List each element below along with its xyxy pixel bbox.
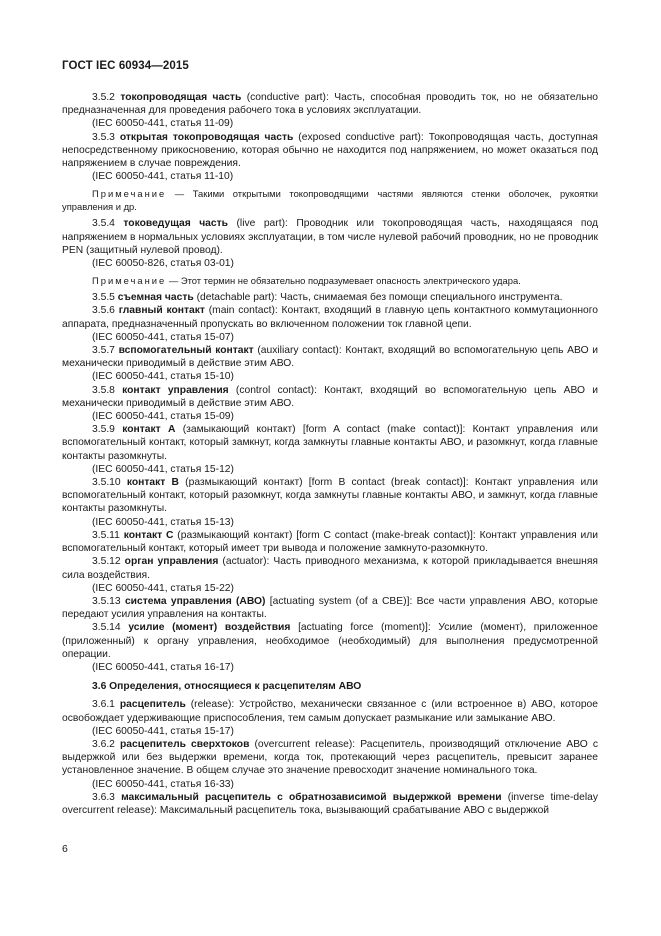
clause-number: 3.5.8 bbox=[92, 384, 123, 396]
note-paragraph bbox=[62, 274, 598, 287]
document-header: ГОСТ IEC 60934—2015 bbox=[62, 60, 189, 72]
definition-text: (control contact): Контакт, входящий во вспомогательную цепь АВО и механически приводимый в действие этим АВО. bbox=[62, 384, 599, 409]
defined-term: открытая токопроводящая часть bbox=[119, 131, 294, 143]
source-reference: (IEC 60050-441, статья 15-17) bbox=[92, 725, 234, 737]
definition-text: (exposed conductive part): Токопроводящая часть, доступная непосредственному прикосновению, которая обычно не находится под напряжением, но может оказаться под напряжением в случае повреждения. bbox=[62, 131, 598, 170]
defined-term: главный контакт bbox=[118, 305, 205, 317]
definition-paragraph bbox=[62, 476, 598, 516]
clause-number: 3.5.12 bbox=[92, 556, 125, 568]
clause-number: 3.6.1 bbox=[92, 699, 120, 711]
defined-term: максимальный расцепитель с обратнозависимой выдержкой времени bbox=[121, 791, 502, 803]
definition-text: (main contact): Контакт, входящий в главную цепь контактного коммутационного аппарата, предназначенный пропускать во включенном положении ток главной цепи. bbox=[62, 305, 598, 330]
page-number: 6 bbox=[62, 843, 68, 855]
definition-text: (inverse time-delay overcurrent release): Максимальный расцепитель тока, вызывающий срабатывание АВО с выдержкой bbox=[62, 791, 599, 816]
clause-number: 3.5.7 bbox=[92, 345, 119, 357]
definition-paragraph bbox=[62, 423, 598, 463]
note-label: Примечание bbox=[92, 275, 167, 287]
source-reference: (IEC 60050-441, статья 16-33) bbox=[92, 778, 234, 790]
definition-paragraph bbox=[62, 131, 598, 171]
source-reference: (IEC 60050-441, статья 15-22) bbox=[92, 582, 234, 594]
clause-number: 3.5.13 bbox=[92, 595, 125, 607]
clause-number: 3.6.2 bbox=[92, 738, 120, 750]
definition-paragraph bbox=[62, 291, 598, 304]
definition-paragraph bbox=[62, 91, 598, 117]
defined-term: токопроводящая часть bbox=[120, 92, 242, 103]
defined-term: контакт управления bbox=[122, 384, 229, 396]
note-paragraph bbox=[62, 187, 598, 213]
definition-text: (auxiliary contact): Контакт, входящий во вспомогательную цепь АВО и механически приводимый в действие этим АВО. bbox=[62, 345, 599, 370]
definition-paragraph bbox=[62, 384, 598, 410]
definition-text: (conductive part): Часть, способная проводить ток, но не обязательно предназначенная для проведения рабочего тока в условиях эксплуатации. bbox=[62, 92, 598, 117]
clause-number: 3.5.2 bbox=[92, 92, 121, 103]
clause-number: 3.5.4 bbox=[92, 218, 124, 230]
source-reference: (IEC 60050-441, статья 15-13) bbox=[92, 516, 234, 528]
source-reference: (IEC 60050-826, статья 03-01) bbox=[92, 258, 234, 270]
clause-number: 3.5.10 bbox=[92, 477, 127, 489]
defined-term: контакт А bbox=[122, 424, 176, 436]
definition-text: [actuating system (of a CBE)]: Все части управления АВО, которые передают усилия управления на контакты. bbox=[62, 595, 598, 621]
definition-paragraph bbox=[62, 791, 598, 817]
definition-paragraph bbox=[62, 529, 598, 555]
clause-number: 3.5.11 bbox=[92, 529, 124, 541]
section-heading: 3.6 Определения, относящиеся к расцепителям АВО bbox=[92, 681, 362, 693]
clause-number: 3.5.9 bbox=[92, 424, 123, 436]
definition-text: (замыкающий контакт) [form A contact (make contact)]: Контакт управления или вспомогательный контакт, который замкнут, когда замкнуты главные контакты АВО, и разомкнут, когда главные контакты разомкнуты. bbox=[62, 424, 598, 462]
definition-text: (overcurrent release): Расцепитель, производящий отключение АВО с выдержкой или без выдержки времени, когда ток, протекающий через расцепитель, превысит заранее установленное значение. В общем случае это значение превосходит значение номинального тока. bbox=[62, 738, 599, 777]
document-body bbox=[62, 91, 598, 817]
defined-term: усилие (момент) воздействия bbox=[128, 622, 291, 634]
source-reference: (IEC 60050-441, статья 11-10) bbox=[92, 171, 234, 183]
definition-paragraph bbox=[62, 698, 598, 724]
definition-text: (размыкающий контакт) [form C contact (make-break contact)]: Контакт управления или вспомогательный контакт, который имеет три вывода и положение замкнуто-разомкнуто. bbox=[62, 529, 598, 555]
definition-text: (размыкающий контакт) [form B contact (break contact)]: Контакт управления или вспомогательный контакт, который разомкнут, когда замкнуты главные контакты АВО, и замкнут, когда главные контакты разомкнуты. bbox=[62, 477, 598, 515]
clause-number: 3.5.6 bbox=[92, 305, 119, 317]
defined-term: система управления (АВО) bbox=[124, 595, 266, 607]
definition-paragraph bbox=[62, 344, 598, 370]
clause-number: 3.6.3 bbox=[92, 791, 122, 803]
source-reference: (IEC 60050-441, статья 15-07) bbox=[92, 331, 234, 343]
note-label: Примечание bbox=[92, 188, 167, 200]
defined-term: контакт В bbox=[126, 477, 179, 489]
source-reference: (IEC 60050-441, статья 15-09) bbox=[92, 411, 234, 423]
definition-text: (live part): Проводник или токопроводящая часть, находящаяся под напряжением в нормальных условиях эксплуатации, в том числе нулевой рабочий проводник, но не проводник PEN (защитный нулевой провод). bbox=[62, 218, 599, 256]
clause-number: 3.5.14 bbox=[92, 622, 129, 634]
defined-term: вспомогательный контакт bbox=[118, 345, 254, 357]
definition-text: (actuator): Часть приводного механизма, к которой прикладывается внешняя сила воздействия. bbox=[62, 556, 598, 581]
definition-paragraph bbox=[62, 555, 598, 581]
defined-term: расцепитель сверхтоков bbox=[119, 738, 250, 750]
definition-paragraph bbox=[62, 304, 598, 330]
defined-term: съемная часть bbox=[117, 292, 194, 304]
definition-paragraph bbox=[62, 621, 598, 661]
source-reference: (IEC 60050-441, статья 15-12) bbox=[92, 463, 234, 475]
note-text: — Такими открытыми токопроводящими частями являются стенки оболочек, рукоятки управления и др. bbox=[62, 188, 598, 213]
definition-paragraph bbox=[62, 738, 598, 778]
source-reference: (IEC 60050-441, статья 15-10) bbox=[92, 371, 234, 383]
defined-term: орган управления bbox=[124, 556, 219, 568]
defined-term: расцепитель bbox=[119, 699, 186, 711]
source-reference: (IEC 60050-441, статья 11-09) bbox=[92, 118, 234, 130]
source-reference: (IEC 60050-441, статья 16-17) bbox=[92, 661, 234, 673]
clause-number: 3.5.5 bbox=[92, 292, 118, 304]
defined-term: токоведущая часть bbox=[123, 218, 229, 230]
definition-text: (release): Устройство, механически связанное с (или встроенное в) АВО, которое освобождает удерживающие приспособления, тем самым допускает размыкание или замыкание АВО. bbox=[62, 699, 598, 724]
definition-paragraph bbox=[62, 217, 598, 257]
definition-paragraph bbox=[62, 595, 598, 621]
defined-term: контакт С bbox=[123, 529, 174, 541]
note-text: — Этот термин не обязательно подразумевает опасность электрического удара. bbox=[166, 275, 521, 287]
definition-text: [actuating force (moment)]: Усилие (момент), приложенное (приложенный) к органу управления, необходимое (необходимый) для выполнения предусмотренной операции. bbox=[62, 622, 598, 660]
clause-number: 3.5.3 bbox=[92, 131, 120, 143]
definition-text: (detachable part): Часть, снимаемая без помощи специального инструмента. bbox=[193, 292, 563, 304]
